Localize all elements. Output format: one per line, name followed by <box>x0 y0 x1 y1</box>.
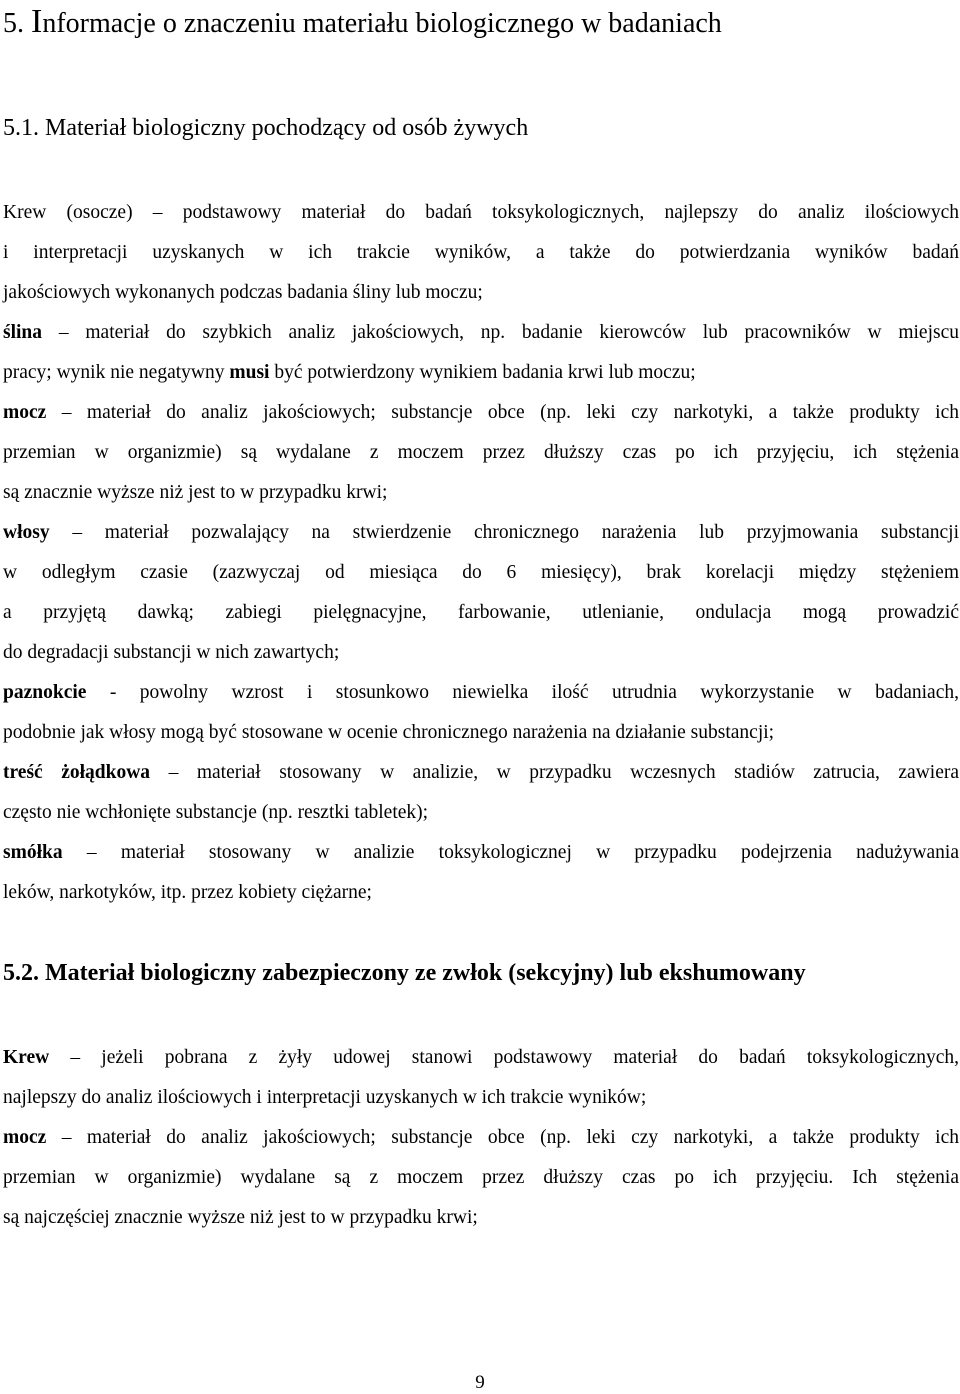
body-line: smółka – materiał stosowany w analizie toksykologicznej w przypadku podejrzenia nadużywania <box>3 842 959 863</box>
page-number: 9 <box>475 1372 485 1393</box>
chapter-initial: I <box>31 3 43 40</box>
body-line: przemian w organizmie) są wydalane z moczem przez dłuższy czas po ich przyjęciu, ich stężenia <box>3 442 959 463</box>
body-line: są najczęściej znacznie wyższe niż jest to w przypadku krwi; <box>3 1207 478 1228</box>
section-1-body <box>3 193 959 913</box>
chapter-heading <box>3 0 722 46</box>
body-line: najlepszy do analiz ilościowych i interpretacji uzyskanych w ich trakcie wyników; <box>3 1087 647 1108</box>
term-label: paznokcie <box>3 682 87 703</box>
body-line: Krew – jeżeli pobrana z żyły udowej stanowi podstawowy materiał do badań toksykologicznych, <box>3 1047 959 1068</box>
body-line: ślina – materiał do szybkich analiz jakościowych, np. badanie kierowców lub pracowników w miejscu <box>3 322 959 343</box>
body-line: paznokcie - powolny wzrost i stosunkowo niewielka ilość utrudnia wykorzystanie w badaniach, <box>3 682 959 703</box>
chapter-title: nformacje o znaczeniu materiału biologicznego w badaniach <box>42 8 722 39</box>
body-line: i interpretacji uzyskanych w ich trakcie wyników, a także do potwierdzania wyników badań <box>3 242 959 263</box>
term-label: smółka <box>3 842 63 863</box>
body-line: treść żołądkowa – materiał stosowany w analizie, w przypadku wczesnych stadiów zatrucia, zawiera <box>3 762 959 783</box>
body-line: podobnie jak włosy mogą być stosowane w ocenie chronicznego narażenia na działanie substancji; <box>3 722 775 743</box>
term-label: Krew <box>3 1047 50 1068</box>
body-line: mocz – materiał do analiz jakościowych; substancje obce (np. leki czy narkotyki, a także produkty ich <box>3 402 959 423</box>
body-line: mocz – materiał do analiz jakościowych; substancje obce (np. leki czy narkotyki, a także produkty ich <box>3 1127 959 1148</box>
term-label: mocz <box>3 1127 47 1148</box>
chapter-number: 5. <box>3 8 31 39</box>
body-line: często nie wchłonięte substancje (np. resztki tabletek); <box>3 802 429 823</box>
body-line: jakościowych wykonanych podczas badania śliny lub moczu; <box>3 282 483 303</box>
section-2-body <box>3 1038 959 1238</box>
body-line: a przyjętą dawką; zabiegi pielęgnacyjne, farbowanie, utlenianie, ondulacja mogą prowadzić <box>3 602 959 623</box>
term-label: treść żołądkowa <box>3 762 151 783</box>
body-line: przemian w organizmie) wydalane są z moczem przez dłuższy czas po ich przyjęciu. Ich stężenia <box>3 1167 959 1188</box>
body-line: w odległym czasie (zazwyczaj od miesiąca do 6 miesięcy), brak korelacji między stężeniem <box>3 562 959 583</box>
body-line: włosy – materiał pozwalający na stwierdzenie chronicznego narażenia lub przyjmowania substancji <box>3 522 959 543</box>
body-line: są znacznie wyższe niż jest to w przypadku krwi; <box>3 482 388 503</box>
body-line: leków, narkotyków, itp. przez kobiety ciężarne; <box>3 882 372 903</box>
body-line: Krew (osocze) – podstawowy materiał do badań toksykologicznych, najlepszy do analiz ilościowych <box>3 202 959 223</box>
body-line: do degradacji substancji w nich zawartych; <box>3 642 340 663</box>
emphasis: musi <box>229 362 270 383</box>
term-label: ślina <box>3 322 43 343</box>
body-line: pracy; wynik nie negatywny musi być potwierdzony wynikiem badania krwi lub moczu; <box>3 362 696 383</box>
section-2-title: 5.2. Materiał biologiczny zabezpieczony ze zwłok (sekcyjny) lub ekshumowany <box>3 960 806 986</box>
section-1-title: 5.1. Materiał biologiczny pochodzący od osób żywych <box>3 115 529 141</box>
term-label: mocz <box>3 402 47 423</box>
term-label: włosy <box>3 522 50 543</box>
